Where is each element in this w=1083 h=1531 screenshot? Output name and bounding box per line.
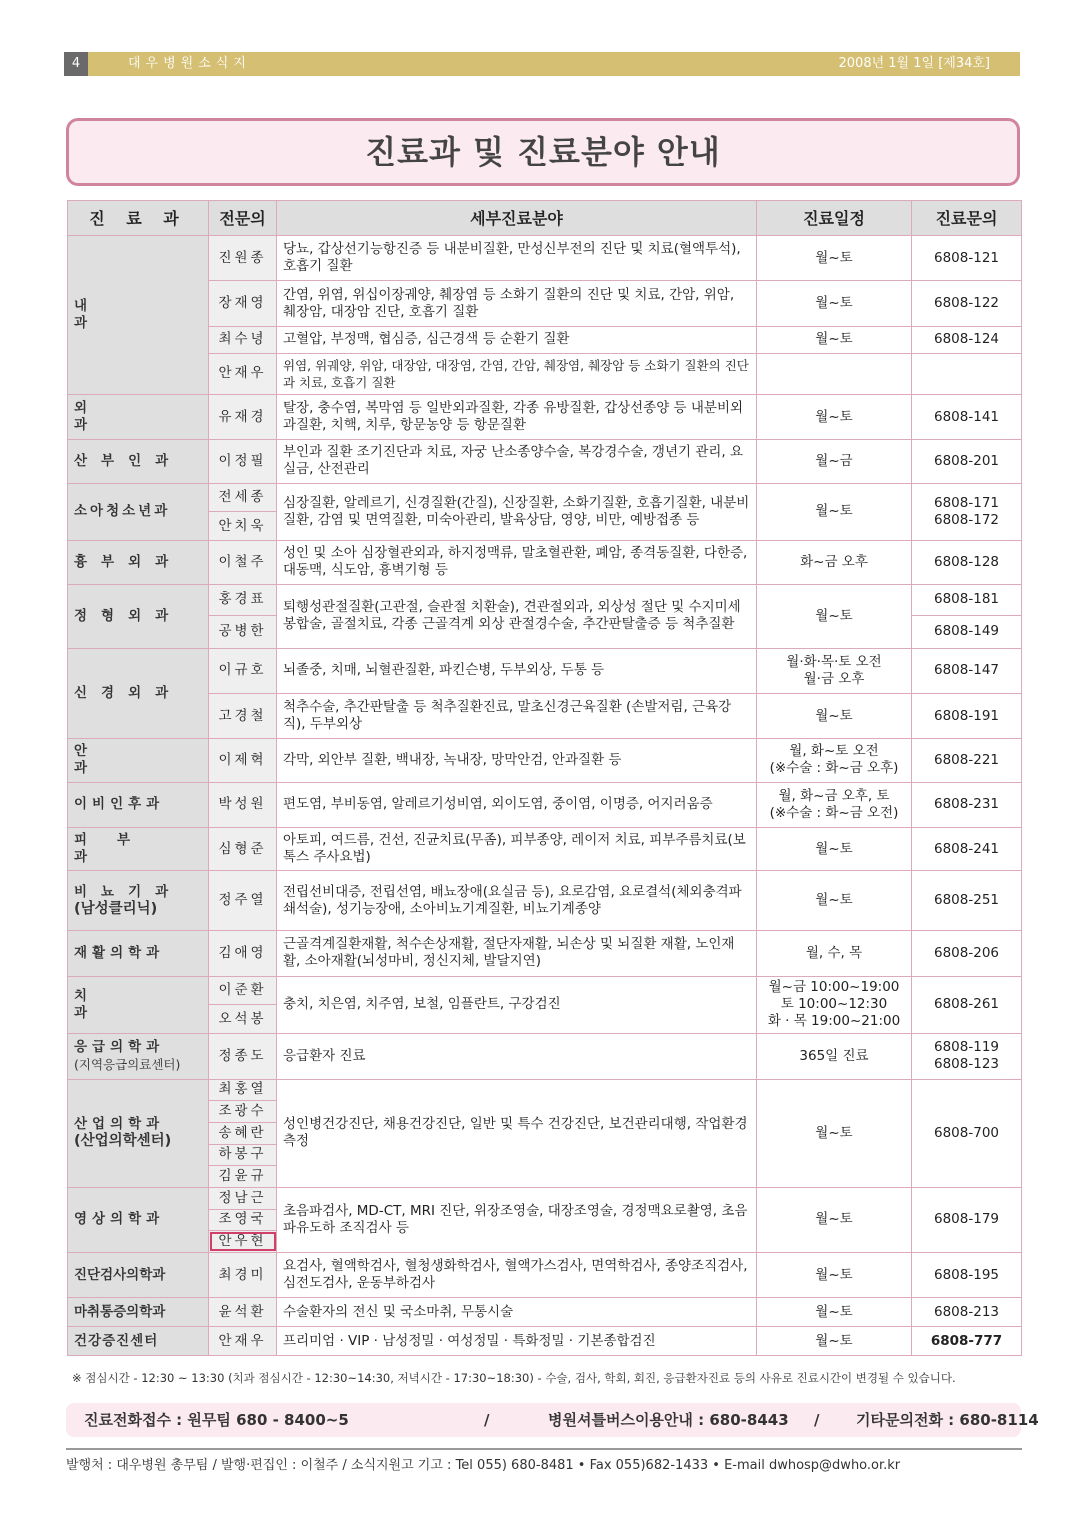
doctor-cell: 이제혁 bbox=[209, 739, 277, 782]
department-table bbox=[67, 200, 1022, 1356]
table-row bbox=[68, 648, 1022, 693]
doctor-cell: 공병한 bbox=[209, 615, 277, 648]
dept-cell: 피부과 bbox=[68, 828, 209, 871]
schedule-cell bbox=[757, 976, 912, 1034]
contact-cell: 6808-121 bbox=[912, 236, 1022, 281]
contact-cell: 6808-700 bbox=[912, 1079, 1022, 1187]
contact-cell: 6808-141 bbox=[912, 394, 1022, 439]
field-cell: 당뇨, 갑상선기능항진증 등 내분비질환, 만성신부전의 진단 및 치료(혈액투석), 호흡기 질환 bbox=[277, 236, 757, 281]
dept-name: 비뇨기과 bbox=[74, 883, 183, 900]
newsletter-name: 대우병원소식지 bbox=[128, 56, 251, 71]
doctor-cell: 심형준 bbox=[209, 828, 277, 871]
lunch-time-note: ※ 점심시간 - 12:30 ~ 13:30 (치과 점심시간 - 12:30~14:30, 저녁시간 - 17:30~18:30) - 수술, 검사, 학회, 회진, 응급환자진료 등의 사유로 진료시간이 변경될 수 있습니다. bbox=[72, 1371, 956, 1385]
dept-cell: 외과 bbox=[68, 394, 209, 439]
doctor-cell: 김애영 bbox=[209, 931, 277, 976]
table-row bbox=[68, 584, 1022, 615]
table-row bbox=[68, 1298, 1022, 1327]
doctor-cell: 하봉구 bbox=[209, 1144, 277, 1166]
schedule-line: 월·화·목·토 오전 bbox=[786, 653, 882, 670]
doctor-cell: 고경철 bbox=[209, 693, 277, 738]
page-title: 진료과 및 진료분야 안내 bbox=[365, 133, 721, 171]
doctor-cell: 박성원 bbox=[209, 782, 277, 827]
schedule-cell: 월~토 bbox=[757, 1298, 912, 1327]
shuttle-bus-phone: 병원셔틀버스이용안내 : 680-8443 bbox=[548, 1411, 789, 1429]
doctor-cell: 장재영 bbox=[209, 281, 277, 326]
doctor-cell: 최경미 bbox=[209, 1252, 277, 1297]
schedule-line: (※수술 : 화~금 오전) bbox=[769, 804, 899, 821]
doctor-cell: 이준환 bbox=[209, 976, 277, 1005]
doctor-cell: 안치욱 bbox=[209, 512, 277, 541]
field-cell: 위염, 위궤양, 위암, 대장암, 대장염, 간염, 간암, 췌장염, 췌장암 등 소화기 질환의 진단과 치료, 호흡기 질환 bbox=[277, 353, 757, 394]
field-cell: 프리미엄 · VIP · 남성정밀 · 여성정밀 · 특화정밀 · 기본종합검진 bbox=[277, 1327, 757, 1356]
col-header-doctor: 전문의 bbox=[209, 201, 277, 236]
contact-cell bbox=[912, 353, 1022, 394]
doctor-cell: 홍경표 bbox=[209, 584, 277, 615]
schedule-cell: 365일 진료 bbox=[757, 1034, 912, 1079]
field-cell: 아토피, 여드름, 건선, 진균치료(무좀), 피부종양, 레이저 치료, 피부주름치료(보톡스 주사요법) bbox=[277, 828, 757, 871]
dept-cell: 산부인과 bbox=[68, 440, 209, 483]
field-cell: 퇴행성관절질환(고관절, 슬관절 치환술), 견관절외과, 외상성 절단 및 수지미세봉합술, 골절치료, 각종 근골격계 외상 관절경수술, 추간판탈출증 등 척추질환 bbox=[277, 584, 757, 648]
doctor-cell: 김윤규 bbox=[209, 1166, 277, 1188]
field-cell: 편도염, 부비동염, 알레르기성비염, 외이도염, 중이염, 이명증, 어지러움증 bbox=[277, 782, 757, 827]
field-cell: 부인과 질환 조기진단과 치료, 자궁 난소종양수술, 복강경수술, 갱년기 관리, 요실금, 산전관리 bbox=[277, 440, 757, 483]
col-header-schedule: 진료일정 bbox=[757, 201, 912, 236]
page-number: 4 bbox=[64, 52, 88, 76]
schedule-cell: 월~토 bbox=[757, 236, 912, 281]
doctor-cell: 조광수 bbox=[209, 1101, 277, 1123]
doctor-cell: 정주열 bbox=[209, 871, 277, 931]
contact-cell: 6808-206 bbox=[912, 931, 1022, 976]
other-inquiry-phone: 기타문의전화 : 680-8114 bbox=[856, 1411, 1039, 1429]
schedule-cell: 화~금 오후 bbox=[757, 541, 912, 584]
page-header bbox=[64, 52, 1020, 76]
field-cell: 전립선비대증, 전립선염, 배뇨장애(요실금 등), 요로감염, 요로결석(체외충격파쇄석술), 성기능장애, 소아비뇨기계질환, 비뇨기계종양 bbox=[277, 871, 757, 931]
phone-info-bar bbox=[66, 1403, 1039, 1437]
schedule-cell bbox=[757, 648, 912, 693]
schedule-cell bbox=[757, 739, 912, 782]
contact-cell: 6808-128 bbox=[912, 541, 1022, 584]
table-row bbox=[68, 871, 1022, 931]
dept-cell bbox=[68, 1034, 209, 1079]
dept-subtitle: (산업의학센터) bbox=[74, 1133, 172, 1150]
dept-cell: 영상의학과 bbox=[68, 1187, 209, 1252]
schedule-line: 월·금 오후 bbox=[803, 670, 865, 687]
contact-cell: 6808-147 bbox=[912, 648, 1022, 693]
doctor-cell: 안재우 bbox=[209, 353, 277, 394]
table-row bbox=[68, 483, 1022, 512]
doctor-cell: 윤석환 bbox=[209, 1298, 277, 1327]
table-row bbox=[68, 394, 1022, 439]
contact-cell: 6808-251 bbox=[912, 871, 1022, 931]
contact-cell: 6808-122 bbox=[912, 281, 1022, 326]
schedule-cell: 월~토 bbox=[757, 394, 912, 439]
table-header-row bbox=[68, 201, 1022, 236]
table-row bbox=[68, 828, 1022, 871]
doctor-cell: 이규호 bbox=[209, 648, 277, 693]
dept-cell: 재활의학과 bbox=[68, 931, 209, 976]
dept-cell: 마취통증의학과 bbox=[68, 1298, 209, 1327]
doctor-cell: 송혜란 bbox=[209, 1122, 277, 1144]
field-cell: 수술환자의 전신 및 국소마취, 무통시술 bbox=[277, 1298, 757, 1327]
contact-cell bbox=[912, 483, 1022, 541]
doctor-cell: 유재경 bbox=[209, 394, 277, 439]
doctor-cell: 이철주 bbox=[209, 541, 277, 584]
schedule-line: 화 · 목 19:00~21:00 bbox=[767, 1013, 901, 1030]
table-row bbox=[68, 326, 1022, 353]
contact-cell: 6808-213 bbox=[912, 1298, 1022, 1327]
table-row bbox=[68, 1187, 1022, 1209]
field-cell: 성인병건강진단, 채용건강진단, 일반 및 특수 건강진단, 보건관리대행, 작업환경측정 bbox=[277, 1079, 757, 1187]
col-header-contact: 진료문의 bbox=[912, 201, 1022, 236]
schedule-cell bbox=[757, 353, 912, 394]
dept-cell: 소아청소년과 bbox=[68, 483, 209, 541]
contact-line: 6808-123 bbox=[934, 1056, 999, 1073]
col-header-field: 세부진료분야 bbox=[277, 201, 757, 236]
field-cell: 응급환자 진료 bbox=[277, 1034, 757, 1079]
field-cell: 간염, 위염, 위십이장궤양, 췌장염 등 소화기 질환의 진단 및 치료, 간암, 위암, 췌장암, 대장암 진단, 호흡기 질환 bbox=[277, 281, 757, 326]
field-cell: 각막, 외안부 질환, 백내장, 녹내장, 망막안검, 안과질환 등 bbox=[277, 739, 757, 782]
doctor-cell: 최홍열 bbox=[209, 1079, 277, 1101]
dept-cell bbox=[68, 871, 209, 931]
schedule-line: (※수술 : 화~금 오후) bbox=[769, 760, 899, 777]
contact-cell: 6808-179 bbox=[912, 1187, 1022, 1252]
contact-line: 6808-119 bbox=[934, 1039, 999, 1056]
doctor-cell: 최수녕 bbox=[209, 326, 277, 353]
doctor-cell: 전세종 bbox=[209, 483, 277, 512]
contact-cell: 6808-261 bbox=[912, 976, 1022, 1034]
schedule-cell: 월~토 bbox=[757, 483, 912, 541]
table-row bbox=[68, 1034, 1022, 1079]
publisher-footer: 발행처 : 대우병원 총무팀 / 발행·편집인 : 이철주 / 소식지원고 기고 : Tel 055) 680-8481 • Fax 055)682-1433 • E-mail dwhosp@dwho.or.kr bbox=[66, 1448, 1022, 1473]
contact-cell: 6808-777 bbox=[912, 1327, 1022, 1356]
reception-phone: 진료전화접수 : 원무팀 680 - 8400~5 bbox=[84, 1411, 349, 1429]
field-cell: 성인 및 소아 심장혈관외과, 하지정맥류, 말초혈관환, 폐암, 종격동질환, 다한증, 대동맥, 식도암, 흉벽기형 등 bbox=[277, 541, 757, 584]
contact-cell: 6808-195 bbox=[912, 1252, 1022, 1297]
separator: / bbox=[814, 1411, 820, 1429]
doctor-cell: 조영국 bbox=[209, 1209, 277, 1231]
contact-cell: 6808-181 bbox=[912, 584, 1022, 615]
schedule-cell: 월~토 bbox=[757, 326, 912, 353]
dept-cell: 건강증진센터 bbox=[68, 1327, 209, 1356]
schedule-cell: 월~토 bbox=[757, 1079, 912, 1187]
dept-cell: 이비인후과 bbox=[68, 782, 209, 827]
dept-cell: 내과 bbox=[68, 236, 209, 395]
field-cell: 요검사, 혈액학검사, 혈청생화학검사, 혈액가스검사, 면역학검사, 종양조직검사, 심전도검사, 운동부하검사 bbox=[277, 1252, 757, 1297]
doctor-cell: 오석봉 bbox=[209, 1005, 277, 1034]
field-cell: 충치, 치은염, 치주염, 보철, 임플란트, 구강검진 bbox=[277, 976, 757, 1034]
dept-cell: 치과 bbox=[68, 976, 209, 1034]
table-row bbox=[68, 281, 1022, 326]
contact-cell: 6808-221 bbox=[912, 739, 1022, 782]
title-box bbox=[66, 118, 1020, 186]
table-row bbox=[68, 739, 1022, 782]
schedule-cell: 월~토 bbox=[757, 1187, 912, 1252]
dept-cell: 안과 bbox=[68, 739, 209, 782]
dept-cell bbox=[68, 1079, 209, 1187]
field-cell: 근골격계질환재활, 척수손상재활, 절단자재활, 뇌손상 및 뇌질환 재활, 노인재활, 소아재활(뇌성마비, 정신지체, 발달지연) bbox=[277, 931, 757, 976]
contact-line: 6808-171 bbox=[934, 494, 999, 511]
doctor-cell: 진원종 bbox=[209, 236, 277, 281]
contact-cell bbox=[912, 1034, 1022, 1079]
field-cell: 심장질환, 알레르기, 신경질환(간질), 신장질환, 소화기질환, 호흡기질환, 내분비질환, 감염 및 면역질환, 미숙아관리, 발육상담, 영양, 비만, 예방접종 등 bbox=[277, 483, 757, 541]
dept-cell: 정형외과 bbox=[68, 584, 209, 648]
field-cell: 탈장, 충수염, 복막염 등 일반외과질환, 각종 유방질환, 갑상선종양 등 내분비외과질환, 치핵, 치루, 항문농양 등 항문질환 bbox=[277, 394, 757, 439]
table-row bbox=[68, 1079, 1022, 1101]
table-row bbox=[68, 1252, 1022, 1297]
table-row bbox=[68, 440, 1022, 483]
schedule-cell: 월~토 bbox=[757, 1252, 912, 1297]
doctor-cell-highlighted: 안우현 bbox=[209, 1231, 277, 1253]
contact-line: 6808-172 bbox=[934, 511, 999, 528]
contact-cell: 6808-124 bbox=[912, 326, 1022, 353]
schedule-cell: 월~토 bbox=[757, 584, 912, 648]
schedule-cell: 월~금 bbox=[757, 440, 912, 483]
doctor-cell: 정종도 bbox=[209, 1034, 277, 1079]
table-row bbox=[68, 976, 1022, 1005]
doctor-cell: 안재우 bbox=[209, 1327, 277, 1356]
schedule-line: 월~금 10:00~19:00 bbox=[768, 979, 900, 996]
schedule-line: 월, 화~금 오후, 토 bbox=[778, 787, 890, 804]
table-row bbox=[68, 931, 1022, 976]
dept-name: 응급의학과 bbox=[74, 1039, 165, 1056]
table-row bbox=[68, 236, 1022, 281]
schedule-cell: 월~토 bbox=[757, 871, 912, 931]
table-row bbox=[68, 541, 1022, 584]
schedule-cell: 월~토 bbox=[757, 281, 912, 326]
table-row bbox=[68, 693, 1022, 738]
dept-subtitle: (지역응급의료센터) bbox=[74, 1057, 181, 1073]
contact-cell: 6808-201 bbox=[912, 440, 1022, 483]
issue-date: 2008년 1월 1일 [제34호] bbox=[838, 56, 990, 71]
table-row bbox=[68, 353, 1022, 394]
schedule-cell bbox=[757, 782, 912, 827]
field-cell: 척추수술, 추간판탈출 등 척추질환진료, 말초신경근육질환 (손발저림, 근육강직), 두부외상 bbox=[277, 693, 757, 738]
doctor-cell: 이정필 bbox=[209, 440, 277, 483]
dept-cell: 진단검사의학과 bbox=[68, 1252, 209, 1297]
field-cell: 고혈압, 부정맥, 협심증, 심근경색 등 순환기 질환 bbox=[277, 326, 757, 353]
field-cell: 뇌졸중, 치매, 뇌혈관질환, 파킨슨병, 두부외상, 두통 등 bbox=[277, 648, 757, 693]
schedule-cell: 월~토 bbox=[757, 828, 912, 871]
table-row bbox=[68, 782, 1022, 827]
contact-cell: 6808-241 bbox=[912, 828, 1022, 871]
schedule-line: 월, 화~토 오전 bbox=[789, 743, 879, 760]
contact-cell: 6808-149 bbox=[912, 615, 1022, 648]
dept-cell: 신경외과 bbox=[68, 648, 209, 739]
table-row bbox=[68, 1327, 1022, 1356]
field-cell: 초음파검사, MD-CT, MRI 진단, 위장조영술, 대장조영술, 경정맥요로촬영, 초음파유도하 조직검사 등 bbox=[277, 1187, 757, 1252]
doctor-cell: 정남근 bbox=[209, 1187, 277, 1209]
dept-cell: 흉부외과 bbox=[68, 541, 209, 584]
schedule-cell: 월, 수, 목 bbox=[757, 931, 912, 976]
schedule-line: 토 10:00~12:30 bbox=[780, 996, 888, 1013]
schedule-cell: 월~토 bbox=[757, 1327, 912, 1356]
contact-cell: 6808-191 bbox=[912, 693, 1022, 738]
separator: / bbox=[484, 1411, 490, 1429]
contact-cell: 6808-231 bbox=[912, 782, 1022, 827]
col-header-dept: 진 료 과 bbox=[68, 201, 209, 236]
dept-name: 산업의학과 bbox=[74, 1116, 165, 1133]
dept-subtitle: (남성클리닉) bbox=[74, 900, 158, 917]
schedule-cell: 월~토 bbox=[757, 693, 912, 738]
